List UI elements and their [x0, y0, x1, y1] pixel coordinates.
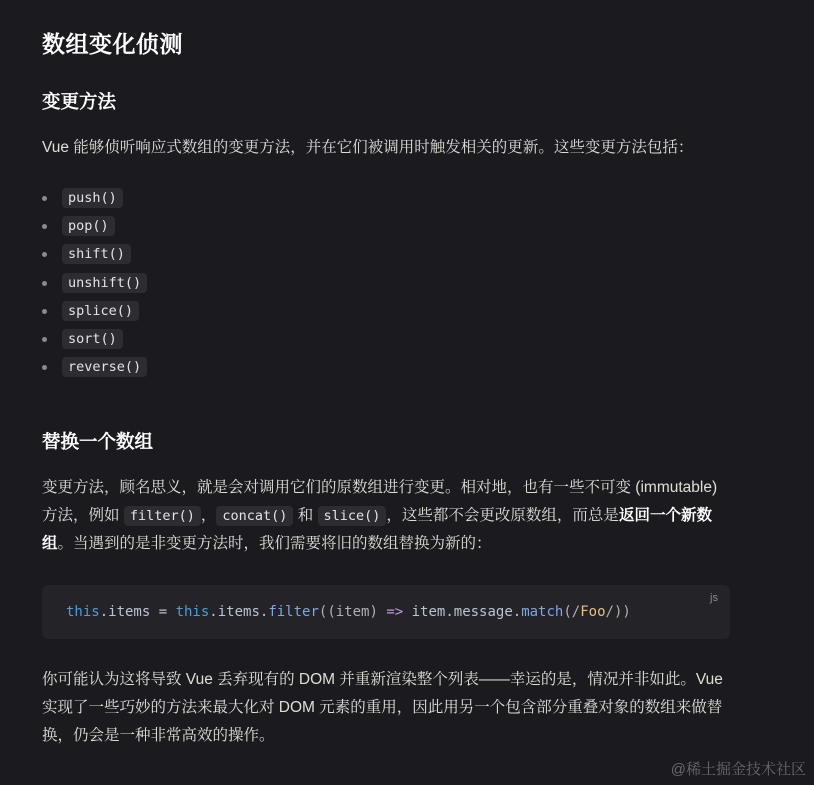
bullet-icon: [42, 252, 47, 257]
code-token: Foo: [580, 604, 606, 620]
inline-code: sort(): [62, 329, 123, 349]
list-item: [42, 240, 147, 268]
bold-text: 返回一个新数组: [42, 507, 712, 552]
replace-description-paragraph: [42, 474, 722, 558]
inline-code: slice(): [318, 506, 387, 526]
inline-code: splice(): [62, 301, 139, 321]
inline-code: reverse(): [62, 357, 147, 377]
closing-paragraph: 你可能认为这将导致 Vue 丢弃现有的 DOM 并重新渲染整个列表——幸运的是，情况并非如此。Vue 实现了一些巧妙的方法来最大化对 DOM 元素的重用，因此用另一个包含部分重叠对象的数组来做替换，仍会是一种非常高效的操作。: [42, 671, 723, 744]
code-token: filter: [268, 604, 319, 620]
text-segment: 和: [293, 507, 318, 524]
code-token: item.message.: [403, 604, 522, 620]
inline-code: filter(): [124, 506, 201, 526]
inline-code: pop(): [62, 216, 115, 236]
code-token: this: [175, 604, 210, 620]
bullet-icon: [42, 337, 47, 342]
code-token: .items.: [209, 604, 269, 620]
section-heading-replace-array: 替换一个数组: [42, 431, 154, 452]
code-token: /)): [605, 604, 631, 620]
list-item: [42, 269, 147, 297]
bullet-icon: [42, 224, 47, 229]
list-item: [42, 325, 147, 353]
code-block: [42, 585, 730, 639]
text-segment: 。当遇到的是非变更方法时，我们需要将旧的数组替换为新的：: [57, 535, 492, 552]
text-segment: ，: [200, 507, 217, 524]
text-segment: 变更方法，顾名思义，就是会对调用它们的原数组进行变更。相对地，也有一些不可变 (immutable) 方法，例如: [42, 479, 718, 524]
code-line: [66, 602, 631, 622]
inline-code: unshift(): [62, 273, 147, 293]
code-token: =>: [386, 604, 404, 620]
text-segment: ，这些都不会更改原数组，而总是: [386, 507, 619, 524]
code-token: ((item): [318, 604, 387, 620]
list-item: [42, 184, 147, 212]
bullet-icon: [42, 196, 47, 201]
mutation-intro-paragraph: Vue 能够侦听响应式数组的变更方法，并在它们被调用时触发相关的更新。这些变更方法包括：: [42, 139, 694, 156]
list-item: [42, 297, 147, 325]
inline-code: concat(): [216, 506, 293, 526]
bullet-icon: [42, 365, 47, 370]
code-token: (/: [563, 604, 581, 620]
code-token: this: [66, 604, 100, 620]
bullet-icon: [42, 309, 47, 314]
page-title: 数组变化侦测: [42, 31, 183, 57]
section-heading-mutation-methods: 变更方法: [42, 91, 117, 112]
code-language-label: js: [710, 592, 718, 604]
bullet-icon: [42, 281, 47, 286]
mutation-methods-list: [42, 184, 147, 381]
list-item: [42, 353, 147, 381]
code-token: match: [521, 604, 564, 620]
inline-code: push(): [62, 188, 123, 208]
list-item: [42, 212, 147, 240]
code-token: .items =: [99, 604, 176, 620]
watermark: @稀土掘金技术社区: [670, 761, 806, 778]
inline-code: shift(): [62, 244, 131, 264]
